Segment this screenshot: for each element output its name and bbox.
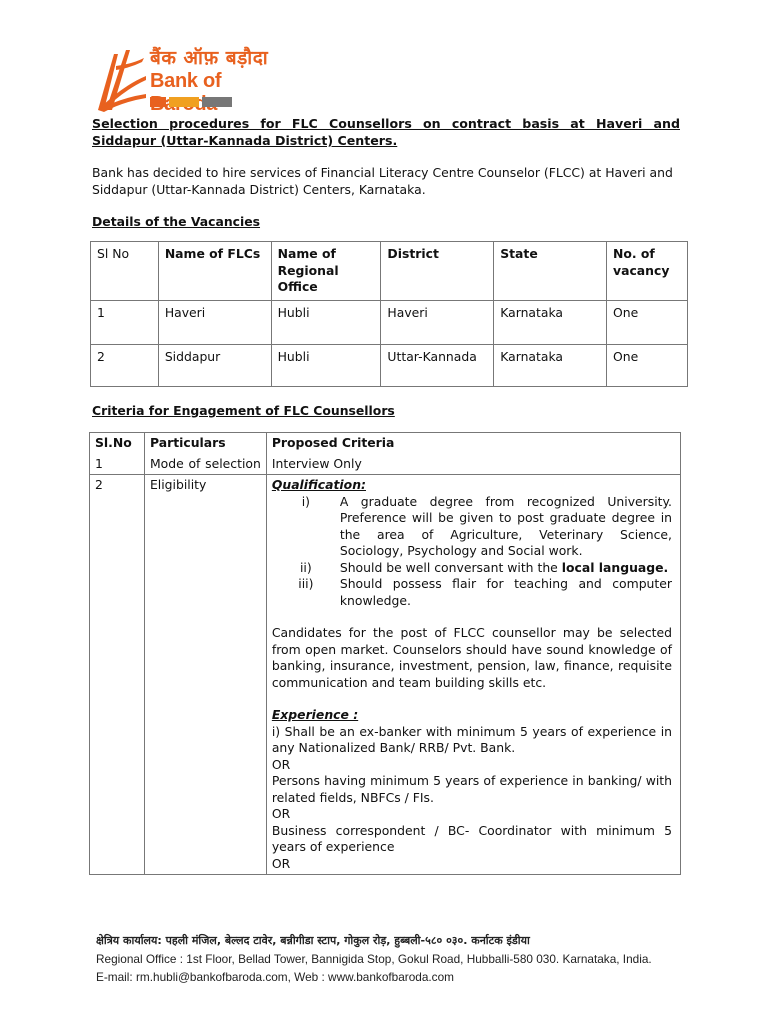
table-cell: 2: [90, 475, 145, 875]
logo-hindi-name: बैंक ऑफ़ बड़ौदा: [150, 47, 269, 69]
experience-line: Persons having minimum 5 years of experience in banking/ with related fields, NBFCs / FIs.: [271, 773, 672, 805]
list-number: ii): [299, 559, 312, 575]
header-cell: Particulars: [144, 433, 266, 454]
vacancies-heading: Details of the Vacancies: [92, 214, 261, 229]
list-text: A graduate degree from recognized University. Preference will be given to post graduate degree in the area of Agriculture, Veterinary Science, Sociology, Psychology and Social work.: [339, 493, 672, 558]
criteria-header-row: [90, 433, 681, 454]
list-text-bold: local language.: [561, 559, 669, 575]
header-cell: No. of vacancy: [607, 242, 688, 301]
table-cell: Karnataka: [494, 300, 607, 344]
page-footer: [96, 932, 696, 986]
table-cell: [144, 454, 266, 475]
table-cell: 1: [90, 454, 145, 475]
footer-contact: E-mail: rm.hubli@bankofbaroda.com, Web : www.bankofbaroda.com: [96, 970, 454, 984]
eligibility-cell: [266, 475, 680, 875]
qualification-label: Qualification:: [271, 477, 366, 492]
table-cell: Haveri: [381, 300, 494, 344]
table-cell: Uttar-Kannada: [381, 344, 494, 386]
table-cell: 2: [91, 344, 159, 386]
list-item: [272, 576, 672, 609]
table-row: [91, 344, 688, 386]
page-title: Selection procedures for FLC Counsellors on contract basis at Haveri and Siddapur (Uttar-Kannada District) Centers.: [92, 116, 680, 148]
logo-tag-badge-1: [169, 97, 199, 107]
table-row: [90, 475, 681, 875]
experience-line: OR: [271, 855, 291, 871]
experience-line: OR: [271, 806, 291, 821]
header-cell: Name of Regional Office: [271, 242, 381, 301]
criteria-heading: Criteria for Engagement of FLC Counsellors: [92, 403, 395, 418]
candidates-paragraph: Candidates for the post of FLCC counsellor may be selected from open market. Counselors should have sound knowledge of banking, insurance, investment, pension, law, finance, requisite communication and team building skills etc.: [271, 625, 672, 690]
header-cell: District: [381, 242, 494, 301]
qualification-list: [272, 494, 672, 610]
table-cell: Interview Only: [266, 454, 680, 475]
experience-label: Experience :: [271, 707, 359, 722]
logo-tag-mark: [150, 97, 166, 107]
table-cell: One: [607, 344, 688, 386]
table-cell: Hubli: [271, 344, 381, 386]
table-row: [90, 454, 681, 475]
table-cell: Eligibility: [144, 475, 266, 875]
list-number: i): [301, 493, 310, 509]
list-item: [272, 560, 672, 577]
criteria-table: [89, 432, 681, 875]
table-cell: One: [607, 300, 688, 344]
logo-english-name: Bank of: [150, 70, 222, 92]
vacancies-header-row: [91, 242, 688, 301]
baroda-sun-icon: [92, 46, 148, 114]
footer-hindi-address: क्षेत्रिय कार्यालय: पहली मंजिल, बेल्लद टावेर, बन्नीगीडा स्टाप, गोकुल रोड़, हुब्बली-५८० ०३०. कर्नाटक इंडीया: [96, 934, 530, 947]
table-cell: Karnataka: [494, 344, 607, 386]
logo-tag-badge-2: [202, 97, 232, 107]
experience-line: i) Shall be an ex-banker with minimum 5 years of experience in any Nationalized Bank/ RRB/ Pvt. Bank.: [271, 723, 672, 755]
footer-address: Regional Office : 1st Floor, Bellad Tower, Bannigida Stop, Gokul Road, Hubballi-580 030. Karnataka, India.: [96, 952, 652, 966]
table-row: [91, 300, 688, 344]
mode-selection-label: Mode of selection: [149, 455, 261, 471]
list-text: [340, 560, 672, 577]
table-cell: Hubli: [271, 300, 381, 344]
list-text: Should possess flair for teaching and computer knowledge.: [339, 576, 672, 608]
table-cell: Siddapur: [158, 344, 271, 386]
experience-line: Business correspondent / BC- Coordinator with minimum 5 years of experience: [271, 822, 672, 854]
experience-line: OR: [271, 756, 291, 772]
list-item: [272, 494, 672, 560]
vacancies-table: [90, 241, 688, 387]
header-cell: Proposed Criteria: [266, 433, 680, 454]
logo-tags: [150, 97, 232, 107]
header-cell: State: [494, 242, 607, 301]
header-cell: Name of FLCs: [158, 242, 271, 301]
table-cell: Haveri: [158, 300, 271, 344]
table-cell: 1: [91, 300, 159, 344]
header-cell: Sl.No: [90, 433, 145, 454]
list-number: iii): [298, 576, 314, 591]
bank-logo: [92, 44, 282, 114]
header-cell: Sl No: [91, 242, 159, 301]
list-text-plain: Should be well conversant with the: [339, 559, 562, 575]
intro-paragraph: Bank has decided to hire services of Financial Literacy Centre Counselor (FLCC) at Haveri and Siddapur (Uttar-Kannada District) Centers, Karnataka.: [92, 165, 673, 197]
